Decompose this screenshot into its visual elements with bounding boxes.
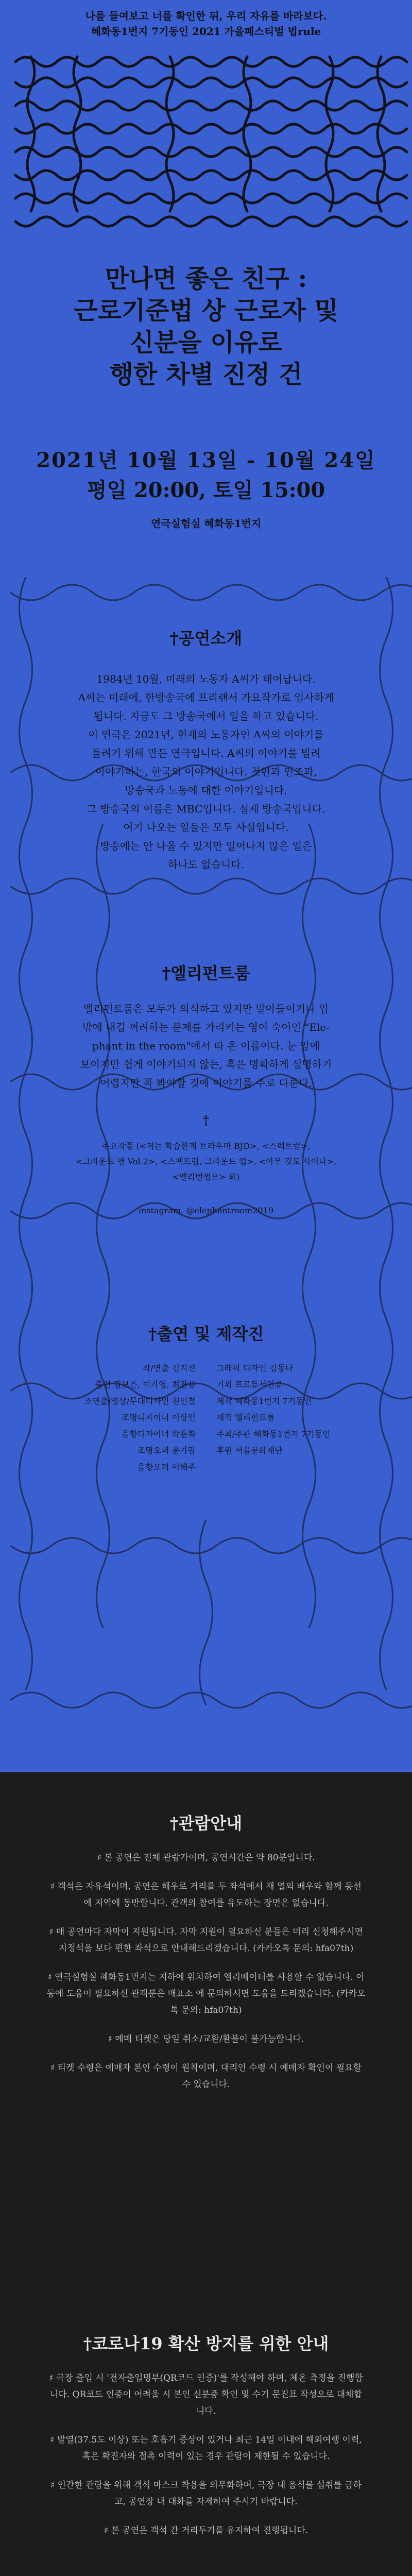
synopsis-line: 하나도 없습니다. bbox=[168, 858, 244, 871]
title-line-3: 신분을 이유로 bbox=[130, 328, 282, 357]
info-area bbox=[0, 1772, 412, 2576]
company-line: phant in the room"에서 따 온 이름이다. 눈 앞에 bbox=[92, 1040, 320, 1052]
dagger-divider-icon: † bbox=[202, 1113, 210, 1128]
covid-item: ♯ 발열(37.5도 이상) 또는 호흡기 증상이 있거나 최근 14일 이내에 해외여행 이력, 혹은 확진자와 접촉 이력이 있는 경우 관람이 제한될 수 있습니다. bbox=[50, 2435, 362, 2462]
synopsis-line: A씨는 미래에, 한방송국에 프리랜서 가요작가로 입사하게 bbox=[78, 691, 334, 704]
synopsis-line: 됩니다. 지금도 그 방송국에서 일을 하고 있습니다. bbox=[93, 710, 319, 722]
festival-name: 혜화동1번지 7기동인 2021 가을페스티벌 법rule bbox=[91, 25, 321, 38]
credit-entry: 후원 서울문화재단 bbox=[216, 1446, 283, 1455]
credit-entry: 조명오퍼 윤가람 bbox=[137, 1446, 196, 1455]
guide-item: ♯ 티켓 수령은 예매자 본인 수령이 원칙이며, 대리인 수령 시 예매자 확인이 필요할 수 있습니다. bbox=[50, 2063, 362, 2090]
guide-item: ♯ 본 공연은 전체 관람가이며, 공연시간은 약 80분입니다. bbox=[97, 1853, 315, 1863]
credits-right-column bbox=[216, 1360, 376, 1459]
company-line: 어렵지만 꼭 봐야할 것에 이야기를 주로 다룬다. bbox=[100, 1077, 312, 1089]
dagger-icon: † bbox=[169, 629, 179, 648]
tagline-text: 나를 들여보고 너를 확인한 뒤, 우리 자유를 바라보다. bbox=[85, 10, 327, 22]
guide-list bbox=[46, 1850, 366, 2105]
synopsis-heading-box bbox=[0, 623, 412, 651]
guide-item: ♯ 예매 티켓은 당일 취소/교환/환불이 불가능합니다. bbox=[108, 2034, 304, 2044]
company-line: 밖에 내길 꺼려하는 문제를 가리키는 영어 숙어인 "Ele- bbox=[82, 1021, 330, 1033]
synopsis-line: 방송국과 노동에 대한 이야기입니다. bbox=[125, 784, 287, 796]
title-line-1: 만나면 좋은 친구 : bbox=[105, 264, 307, 293]
synopsis-line: 이 연극은 2021년, 현재의 노동자인 A씨의 이야기를 bbox=[88, 728, 324, 741]
company-line: 보이지만 쉽게 이야기되지 않는, 혹은 명확하게 설명하기 bbox=[80, 1058, 332, 1071]
guide-item: ♯ 연극실험실 혜화동1번지는 지하에 위치하여 엘리베이터를 사용할 수 없습니다. 이동에 도움이 필요하신 관객분은 매표소 에 문의하시면 도움을 드리겠습니다. (카카오톡 문의: hfa07th) bbox=[46, 1972, 366, 2015]
guide-item: ♯ 매 공연마다 자막이 지원됩니다. 자막 지원이 필요하신 분들은 미리 신청해주시면 지정석을 보다 편한 좌석으로 안내해드리겠습니다. (카카오톡 문의: hfa07th) bbox=[49, 1927, 363, 1954]
synopsis-line: 방송에는 안 나올 수 있지만 일어나지 않은 일은 bbox=[100, 840, 312, 852]
performance-times: 평일 20:00, 토일 15:00 bbox=[87, 478, 325, 502]
dagger-icon: † bbox=[162, 963, 171, 983]
dagger-icon: † bbox=[169, 1814, 179, 1833]
company-description bbox=[46, 999, 366, 1092]
title-line-2: 근로기준법 상 근로자 및 bbox=[74, 296, 338, 325]
company-heading-box bbox=[0, 958, 412, 986]
company-works bbox=[46, 1139, 366, 1185]
dagger-icon: † bbox=[148, 1324, 157, 1344]
guide-heading: †관람안내 bbox=[169, 1814, 243, 1833]
dagger-icon: † bbox=[83, 2334, 92, 2353]
synopsis-line: 들려기 위해 만든 연극입니다. A씨의 이야기를 빌려 bbox=[91, 747, 321, 759]
synopsis-heading: †공연소개 bbox=[169, 629, 243, 648]
guide-heading-box bbox=[0, 1808, 412, 1836]
title-line-4: 행한 차별 진정 건 bbox=[109, 360, 303, 389]
credit-entry: 조연출/영상/무대디자인 천인철 bbox=[84, 1396, 196, 1406]
credit-entry: 출연 김보은, 이가영, 최관용 bbox=[95, 1380, 196, 1389]
covid-item: ♯ 본 공연은 객석 간 거리두기를 유지하여 진행됩니다. bbox=[104, 2526, 308, 2536]
covid-heading-box bbox=[0, 2329, 412, 2357]
credit-entry: 음향디자이너 박훈희 bbox=[121, 1429, 196, 1439]
covid-heading: †코로나19 확산 방지를 위한 안내 bbox=[83, 2334, 329, 2353]
credits-heading: †출연 및 제작진 bbox=[148, 1324, 264, 1344]
credit-entry: 작/연출 김지선 bbox=[142, 1363, 196, 1373]
credit-entry: 조명디자이너 이상인 bbox=[121, 1413, 196, 1422]
company-line: 엘리펀트룸은 모두가 의식하고 있지만 말아들이거나 입 bbox=[83, 1003, 329, 1015]
credits-list bbox=[36, 1360, 376, 1494]
synopsis-line: 이야기하는, 한국의 이야기입니다. 첫편과 인조과, bbox=[95, 766, 317, 778]
festival-tagline bbox=[0, 8, 412, 39]
covid-list bbox=[46, 2370, 366, 2551]
venue-name: 연극실험실 혜화동1번지 bbox=[150, 517, 262, 530]
credit-entry: 그래픽 디자인 김동나 bbox=[216, 1363, 294, 1373]
play-title bbox=[0, 263, 412, 391]
credit-entry: 제작 혜화동1번지 7기동인 bbox=[216, 1396, 312, 1406]
guide-item: ♯ 객석은 자유석이며, 공연은 해우로 거리를 두 좌석에서 재 열외 배우와 함께 동선에 지역에 동반합니다. 관객의 참여를 유도하는 장면은 없습니다. bbox=[50, 1882, 362, 1908]
credit-entry: 제작 엘리펀트룸 bbox=[216, 1413, 275, 1422]
synopsis-line: 그 방송국의 이름은 MBC입니다. 실제 방송국입니다. bbox=[87, 803, 325, 815]
credit-entry: 주최/주관 혜화동1번지 7기동인 bbox=[216, 1429, 331, 1439]
company-works-line: <그라운드 앤 Vol.2>, <스펙트럼, 그라운드 업>, <아무 것도 사이다>, bbox=[75, 1157, 337, 1166]
performance-dates: 2021년 10월 13일 - 10월 24일 bbox=[36, 448, 376, 472]
covid-item: ♯ 인간한 관람을 위해 객석 마스크 착용을 의무화하며, 극장 내 음식물 섭취를 금하고, 공연장 내 대화를 자제하여 주시기 바랍니다. bbox=[50, 2480, 362, 2507]
credits-left-column bbox=[36, 1360, 196, 1476]
synopsis-line: 1984년 10월, 미래의 노동자 A씨가 태어납니다. bbox=[96, 673, 316, 685]
synopsis-line: 여기 나오는 일들은 모두 사실입니다. bbox=[123, 821, 289, 834]
company-heading: †엘리펀트룸 bbox=[162, 963, 250, 983]
synopsis-text bbox=[46, 670, 366, 874]
credit-entry: 기획 프로듀서인류 bbox=[216, 1380, 283, 1389]
credits-heading-box bbox=[0, 1319, 412, 1347]
company-works-line: 주요작품 (<저는 학습한계 트라우마 BJD>, <스펙트럼>, bbox=[101, 1141, 311, 1151]
covid-item: ♯ 극장 출입 시 '전자출입명부(QR코드 인증)'를 작성해야 하며, 체온 측정을 진행합니다. QR코드 인증이 어려울 시 본인 신분증 확인 및 수기 문진표 작성으로 대체합니다. bbox=[49, 2373, 363, 2416]
company-works-line: <엘리번쩡모> 외) bbox=[172, 1172, 240, 1182]
credit-entry: 음향오퍼 이해주 bbox=[137, 1462, 196, 1472]
instagram-link[interactable]: instagram. @elephantroom2019 bbox=[138, 1206, 274, 1215]
